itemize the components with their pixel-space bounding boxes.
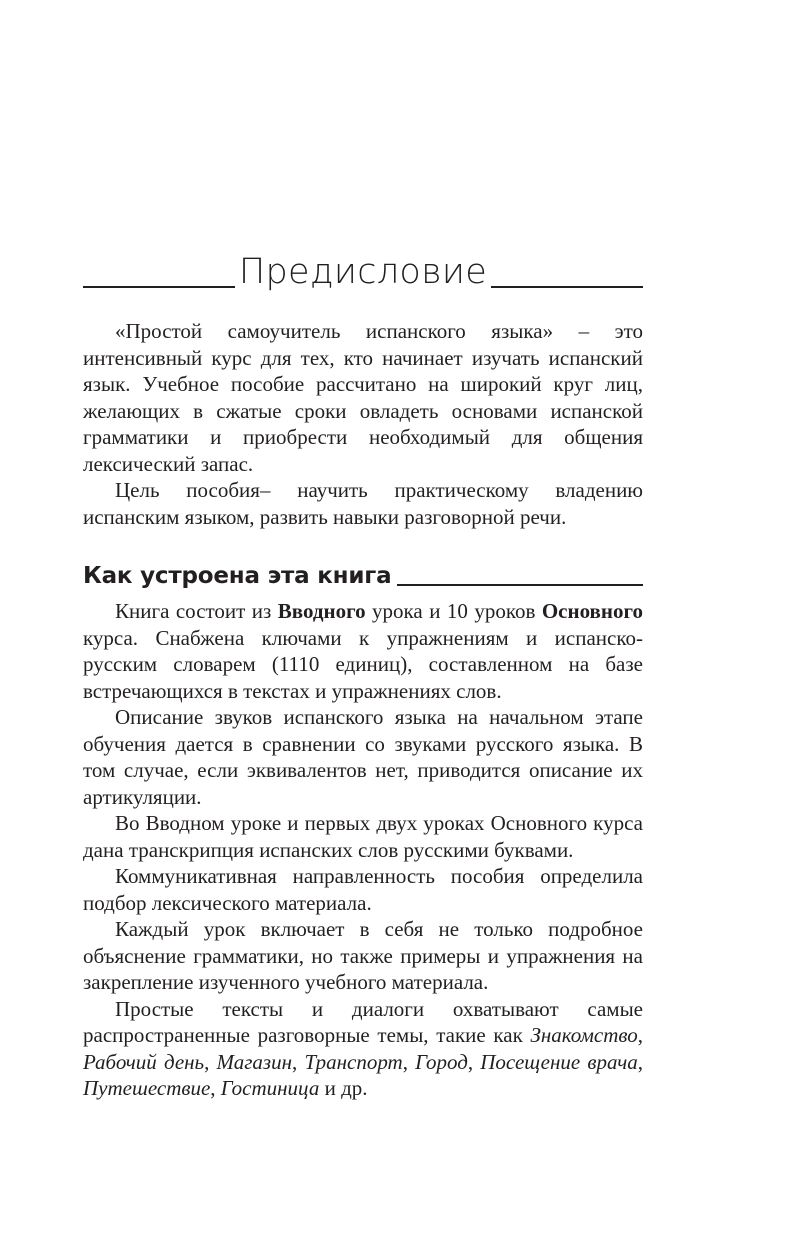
topic-italic: Рабочий день <box>83 1049 205 1074</box>
bold-term: Вводного <box>277 599 366 623</box>
heading-rule-right <box>491 286 643 288</box>
structure-paragraph-6 <box>83 996 643 1102</box>
separator: , <box>637 1023 643 1047</box>
separator: , <box>467 1049 481 1074</box>
topic-italic: Знакомство <box>530 1023 638 1047</box>
topic-italic: Гостиница <box>220 1076 320 1100</box>
topic-italic: Город <box>415 1049 468 1074</box>
bold-term: Основного <box>541 599 643 623</box>
topic-italic: Магазин <box>216 1049 293 1074</box>
topic-italic: Посещение врача <box>480 1049 638 1074</box>
structure-heading <box>83 560 643 592</box>
separator: , <box>637 1049 643 1074</box>
structure-paragraph-5: Каждый урок включает в себя не только подробное объяснение грамматики, но также примеры и упражнения на закрепление изученного учебного материала. <box>83 917 643 994</box>
heading-rule-left <box>83 286 235 288</box>
preface-section <box>83 318 643 530</box>
text-run: и др. <box>319 1076 368 1100</box>
preface-paragraph: Цель пособия– научить практическому владению испанским языком, развить навыки разговорной речи. <box>83 478 643 529</box>
separator: , <box>204 1049 217 1074</box>
text-run: Простые тексты и диалоги охватывают самые распространенные разговорные темы, такие как <box>83 996 643 1047</box>
heading-rule <box>397 584 643 586</box>
text-run: Книга состоит из <box>115 599 278 623</box>
structure-paragraph-4: Коммуникативная направленность пособия определила подбор лексического материала. <box>83 864 643 915</box>
topic-italic: Путешествие <box>83 1076 211 1100</box>
preface-paragraph: «Простой самоучитель испанского языка» – это интенсивный курс для тех, кто начинает изучать испанский язык. Учебное пособие рассчитано на широкий круг лиц, желающих в сжатые сроки овладеть основами испанской грамматики и приобрести необходимый для общения лексический запас. <box>83 319 643 476</box>
preface-heading <box>83 250 643 294</box>
structure-title: Как устроена эта книга <box>83 563 392 589</box>
structure-paragraph-2: Описание звуков испанского языка на начальном этапе обучения дается в сравнении со звуками русского языка. В том случае, если эквивалентов нет, приводится описание их артикуляции. <box>83 705 643 809</box>
structure-paragraph-3: Во Вводном уроке и первых двух уроках Основного курса дана транскрипция испанских слов русскими буквами. <box>83 811 643 862</box>
structure-paragraph-1 <box>83 598 643 704</box>
topic-italic: Транспорт <box>304 1049 403 1074</box>
text-run: курса. Снабжена ключами к упражнениям и испанско-русским словарем (1110 единиц), составленном на базе встречающихся в текстах и упражнениях слов. <box>83 625 643 703</box>
preface-title: Предисловие <box>238 252 488 292</box>
structure-section <box>83 598 643 1102</box>
text-run: урока и 10 уроков <box>365 599 542 623</box>
separator: , <box>210 1076 221 1100</box>
separator: , <box>402 1049 416 1074</box>
separator: , <box>292 1049 305 1074</box>
